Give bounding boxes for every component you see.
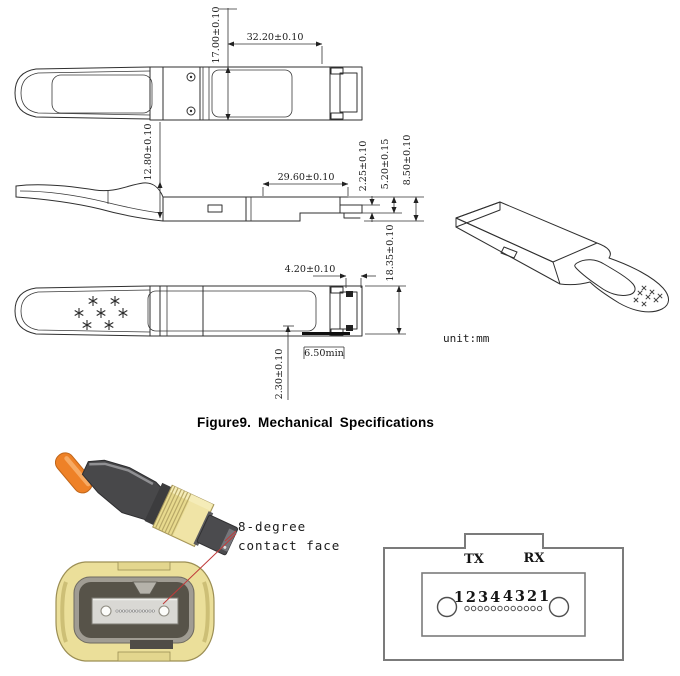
port-rx-label: RX bbox=[523, 551, 545, 566]
isometric-view-drawing bbox=[456, 202, 669, 312]
mpo-connector-photo bbox=[52, 449, 341, 661]
bottom-view-drawing bbox=[15, 286, 362, 336]
port-tx-label: TX bbox=[464, 552, 484, 567]
dim-18-35: 18.35±0.10 bbox=[385, 224, 396, 282]
port-pins-left: 1234 bbox=[453, 589, 503, 606]
dim-8-50: 8.50±0.10 bbox=[402, 134, 413, 186]
top-view-dimensions bbox=[211, 7, 322, 120]
dim-12-80: 12.80±0.10 bbox=[143, 123, 154, 181]
unit-label: unit:mm bbox=[443, 332, 490, 345]
side-view-dimensions bbox=[143, 122, 424, 222]
mpo-ferrule-cutaway bbox=[56, 562, 214, 661]
dim-6-50-min: 6.50min bbox=[304, 348, 344, 359]
dim-2-30: 2.30±0.10 bbox=[274, 348, 285, 400]
dim-17-00: 17.00±0.10 bbox=[211, 6, 222, 64]
top-view-drawing bbox=[15, 67, 362, 120]
dim-32-20: 32.20±0.10 bbox=[246, 32, 304, 43]
dim-2-25: 2.25±0.10 bbox=[358, 140, 369, 192]
dim-29-60: 29.60±0.10 bbox=[277, 172, 335, 183]
mpo-label-line2: contact face bbox=[238, 538, 341, 553]
figure-caption: Figure9. Mechanical Specifications bbox=[197, 415, 435, 430]
receptacle-port-diagram bbox=[384, 534, 623, 660]
port-pins-right: 4321 bbox=[502, 588, 552, 605]
mpo-label-line1: 8-degree bbox=[238, 519, 307, 534]
dim-4-20: 4.20±0.10 bbox=[284, 264, 336, 275]
side-view-drawing bbox=[16, 183, 362, 221]
mpo-plug-body bbox=[75, 449, 243, 560]
dim-5-20: 5.20±0.15 bbox=[380, 138, 391, 190]
